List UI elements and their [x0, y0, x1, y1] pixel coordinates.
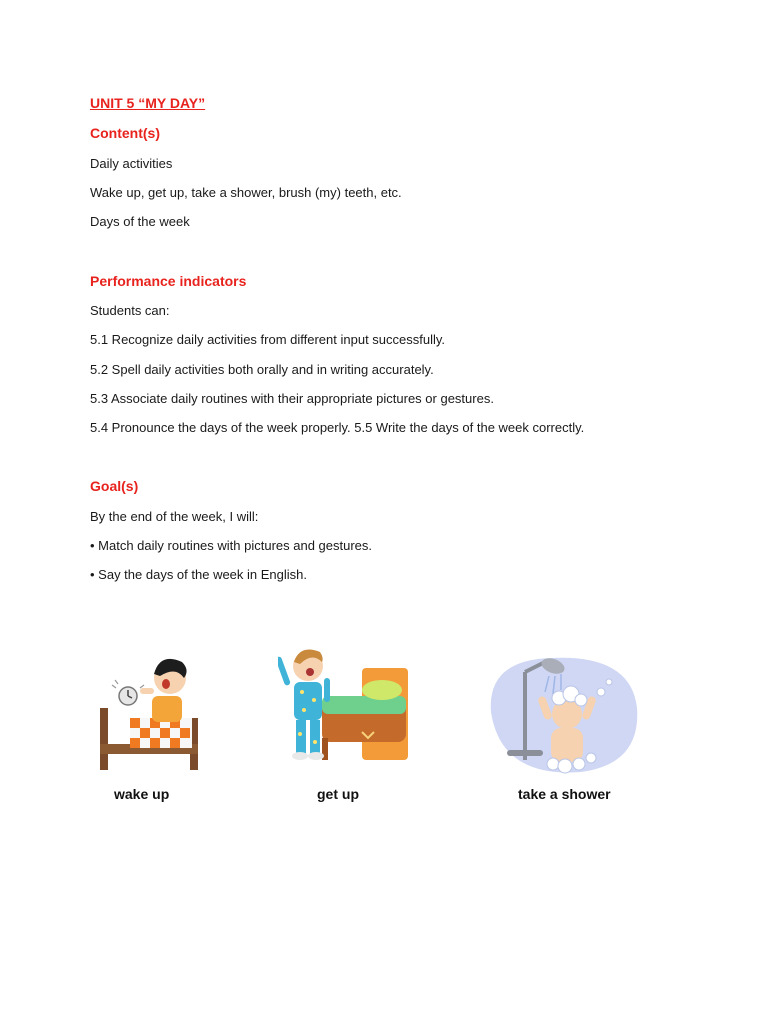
- performance-heading: Performance indicators: [90, 273, 247, 289]
- caption-get-up: get up: [317, 786, 359, 802]
- performance-intro: Students can:: [90, 303, 170, 318]
- take-a-shower-illustration: [481, 652, 639, 776]
- caption-take-a-shower: take a shower: [518, 786, 611, 802]
- caption-wake-up: wake up: [114, 786, 170, 802]
- performance-item: 5.4 Pronounce the days of the week properly. 5.5 Write the days of the week correctly.: [90, 420, 585, 435]
- content-line: Daily activities: [90, 156, 173, 171]
- performance-item: 5.3 Associate daily routines with their appropriate pictures or gestures.: [90, 391, 494, 406]
- content-heading: Content(s): [90, 125, 160, 141]
- goal-item: • Match daily routines with pictures and gestures.: [90, 538, 373, 553]
- unit-title: UNIT 5 “MY DAY”: [90, 95, 206, 111]
- get-up-illustration: [278, 638, 412, 766]
- goal-item: • Say the days of the week in English.: [90, 567, 308, 582]
- content-line: Wake up, get up, take a shower, brush (my) teeth, etc.: [90, 185, 402, 200]
- performance-item: 5.2 Spell daily activities both orally and in writing accurately.: [90, 362, 434, 377]
- goals-heading: Goal(s): [90, 478, 139, 494]
- content-line: Days of the week: [90, 214, 190, 229]
- wake-up-illustration: [90, 648, 208, 774]
- goals-intro: By the end of the week, I will:: [90, 509, 259, 524]
- performance-item: 5.1 Recognize daily activities from different input successfully.: [90, 332, 446, 347]
